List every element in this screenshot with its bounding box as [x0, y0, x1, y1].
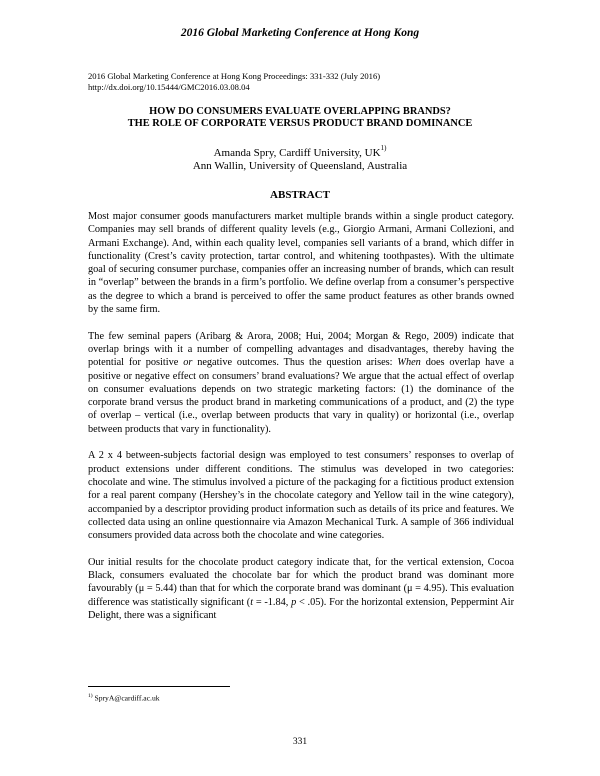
- paragraph-2-text-a: The few seminal papers (Aribarg & Arora, 2008; Hui, 2004; Morgan & Rego, 2009) indicate that overlap brings with it a number of compelling advantages and disadvantages, thereby having the potential for positive: [88, 330, 514, 369]
- doi-link[interactable]: http://dx.doi.org/10.15444/GMC2016.03.08.04: [88, 82, 250, 93]
- running-header: 2016 Global Marketing Conference at Hong Kong: [180, 27, 420, 39]
- paper-title: [80, 106, 520, 131]
- author-1-name: Amanda Spry, Cardiff University, UK: [213, 147, 381, 159]
- author-list: [80, 144, 520, 174]
- page-number: 331: [292, 737, 308, 747]
- paragraph-2-text-c: does overlap have a positive or negative effect on consumers’ brand evaluations? We argue that the actual effect of overlap on consumer evaluations depends on two strategic marketing factors: (1) the dominance of the corporate brand versus the product brand in marketing communications of a product, and (2) the type of overlap – vertical (i.e., overlap between products that vary in quality) or horizontal (i.e., overlap between products that vary in functionality).: [88, 357, 514, 435]
- paragraph-4-text-b: = -1.84,: [253, 596, 292, 608]
- proceedings-citation: 2016 Global Marketing Conference at Hong Kong Proceedings: 331-332 (July 2016): [88, 71, 381, 81]
- paragraph-3: A 2 x 4 between-subjects factorial design was employed to test consumers’ responses to overlap of product extensions under different conditions. The stimulus was developed in two categories: chocolate and wine. The stimulus involved a picture of the packaging for a fictitious product extension for a real parent company (Hershey’s in the chocolate category and Yellow tail in the wine category), accompanied by a descriptor providing product information such as details of its price and features. We collected data using an online questionnaire via Amazon Mechanical Turk. A sample of 366 individual consumers provided data across both the chocolate and wine categories.: [88, 450, 514, 542]
- paragraph-4: [88, 556, 514, 622]
- footnote-divider: [88, 686, 230, 687]
- author-2: [80, 160, 520, 173]
- author-1: [80, 144, 520, 160]
- paragraph-4-t-symbol: t: [250, 596, 254, 608]
- abstract-body: [88, 210, 514, 636]
- paragraph-4-text-c: < .05). For the horizontal extension, Peppermint Air Delight, there was a significant: [88, 596, 514, 621]
- proceedings-info: [88, 71, 518, 93]
- paragraph-4-text-a: Our initial results for the chocolate product category indicate that, for the vertical extension, Cocoa Black, consumers evaluated the chocolate bar for which the product brand was dominant more favourably (μ = 5.44) than that for which the corporate brand was dominant (μ = 4.95). This evaluation difference was statistically significant (: [88, 556, 514, 608]
- paragraph-2-text-b: negative outcomes. Thus the question arises:: [192, 357, 398, 369]
- title-line-1: HOW DO CONSUMERS EVALUATE OVERLAPPING BRANDS?: [149, 106, 451, 117]
- author-1-footnote-mark: 1): [380, 144, 387, 153]
- paragraph-2: [88, 330, 514, 436]
- paragraph-4-p-symbol: p: [291, 596, 297, 608]
- paragraph-2-emphasis-or: or: [183, 357, 193, 369]
- author-2-name: Ann Wallin, University of Queensland, Australia: [192, 160, 408, 173]
- paragraph-1: Most major consumer goods manufacturers market multiple brands within a single product category. Companies may sell brands of different quality levels (e.g., Giorgio Armani, Armani Collezioni, and Armani Exchange). And, within each quality level, companies sell variants of a brand, which differ in functionality (Crest’s cavity protection, tartar control, and whitening toothpastes). With the ultimate goal of securing consumer purchase, companies offer an increasing number of brands, which can result in “overlap” between the brands in a firm’s portfolio. We define overlap from a consumer’s perspective as the degree to which a brand is perceived to offer the same product features as other brands owned by the same firm.: [88, 211, 514, 316]
- paragraph-2-emphasis-when: When: [397, 357, 421, 369]
- footnote-mark: 1): [88, 693, 93, 699]
- footnote-email[interactable]: SpryA@cardiff.ac.uk: [92, 693, 160, 703]
- title-line-2: THE ROLE OF CORPORATE VERSUS PRODUCT BRAND DOMINANCE: [127, 118, 473, 130]
- abstract-heading: ABSTRACT: [270, 189, 330, 201]
- footnote: [88, 691, 508, 704]
